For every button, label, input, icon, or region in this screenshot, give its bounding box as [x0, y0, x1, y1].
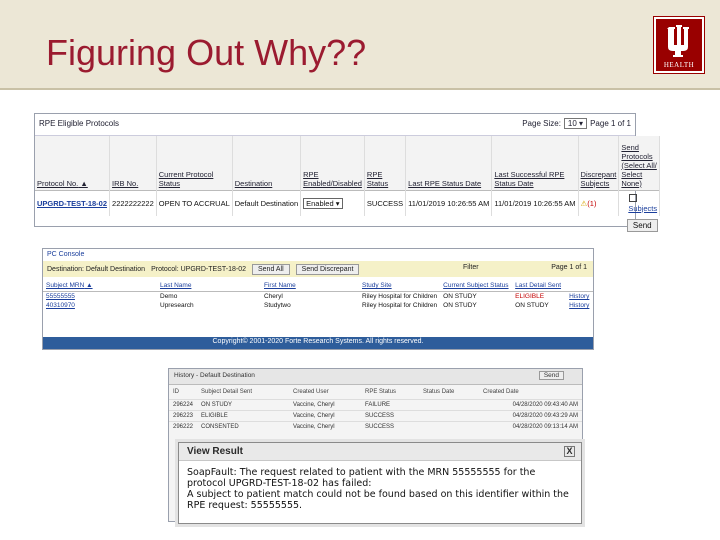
table-row	[43, 292, 593, 302]
panel-header	[169, 369, 582, 385]
protocol-label: Protocol: UPGRD-TEST-18-02	[151, 265, 246, 273]
page-label: Page 1 of 1	[551, 264, 587, 271]
table-row: 296222 CONSENTED Vaccine, Cheryl SUCCESS 04/28/2020 09:13:14 AM	[169, 422, 582, 433]
table-row	[35, 190, 660, 216]
col-history	[566, 280, 593, 292]
status-cell: OPEN TO ACCRUAL	[156, 190, 232, 216]
page-size-label: Page Size:	[522, 119, 561, 128]
dialog-title	[179, 443, 581, 461]
col-rpe-status: RPE Status	[365, 389, 397, 395]
rpe-status-cell: SUCCESS	[364, 190, 405, 216]
history-link[interactable]: History	[569, 302, 590, 309]
last-name-cell: Upresearch	[160, 302, 194, 309]
col-created-user: Created User	[293, 389, 329, 395]
col-created-date: Created Date	[483, 389, 519, 395]
enabled-dropdown[interactable]: Enabled ▾	[303, 198, 342, 209]
last-date-cell: 11/01/2019 10:26:55 AM	[406, 190, 492, 216]
history-link[interactable]: History	[569, 293, 590, 300]
panel-title: History - Default Destination	[174, 372, 255, 379]
slide-header	[0, 0, 720, 90]
view-result-dialog	[178, 442, 582, 524]
table-header-row	[43, 280, 593, 292]
first-name-cell: Cheryl	[264, 293, 283, 300]
col-first-name[interactable]: First Name	[261, 280, 359, 292]
send-button[interactable]: Send	[627, 219, 658, 232]
col-subject-status[interactable]: Current Subject Status	[440, 280, 512, 292]
col-current-status[interactable]: Current Protocol Status	[156, 136, 232, 190]
subjects-table	[43, 280, 593, 310]
protocols-table	[35, 136, 660, 235]
col-id: ID	[173, 389, 179, 395]
col-subject-detail: Subject Detail Sent	[201, 389, 253, 395]
col-rpe-status[interactable]: RPE Status	[364, 136, 405, 190]
table-header-row	[169, 385, 582, 400]
close-icon[interactable]: X	[564, 446, 575, 457]
study-site-cell: Riley Hospital for Children	[362, 302, 438, 309]
filter-label[interactable]: Filter	[463, 264, 479, 271]
logo-text: HEALTH	[663, 61, 695, 69]
error-message-line2: A subject to patient match could not be found based on this identifier within the RPE request: 55555555.	[187, 489, 569, 511]
dialog-body	[179, 461, 581, 517]
mrn-link[interactable]: 40310970	[46, 302, 75, 309]
send-all-button[interactable]: Send All	[252, 264, 290, 275]
subject-status-cell: ON STUDY	[443, 302, 477, 309]
table-row: 296224 ON STUDY Vaccine, Cheryl FAILURE 04/28/2020 09:43:40 AM	[169, 400, 582, 411]
col-send-protocols[interactable]: Send Protocols (Select All/ Select None)	[619, 136, 660, 190]
table-row: 296223 ELIGIBLE Vaccine, Cheryl SUCCESS 04/28/2020 09:43:29 AM	[169, 411, 582, 422]
rpe-eligible-protocols-panel	[34, 113, 658, 230]
panel-header	[35, 114, 635, 136]
last-success-date-cell: 11/01/2019 10:26:55 AM	[492, 190, 578, 216]
panel-title: RPE Eligible Protocols	[39, 119, 120, 128]
iu-health-logo	[654, 17, 704, 73]
table-row	[43, 301, 593, 310]
warning-icon[interactable]: ⚠	[580, 198, 588, 208]
col-discrepant[interactable]: Discrepant Subjects	[578, 136, 619, 190]
subject-status-cell: ON STUDY	[443, 293, 477, 300]
irb-cell: 2222222222	[110, 190, 157, 216]
col-subject-mrn[interactable]: Subject MRN ▲	[43, 280, 157, 292]
console-toolbar	[43, 261, 593, 277]
panel-title: PC Console	[47, 251, 85, 258]
copyright-footer: Copyright© 2001-2020 Forte Research Systems. All rights reserved.	[43, 337, 593, 349]
pc-console-panel	[42, 248, 594, 350]
col-protocol-no[interactable]: Protocol No. ▲	[35, 136, 110, 190]
last-detail-cell: ON STUDY	[515, 302, 549, 309]
history-table	[169, 385, 582, 432]
destination-label: Destination: Default Destination	[47, 265, 146, 273]
destination-cell: Default Destination	[232, 190, 300, 216]
col-rpe-enabled[interactable]: RPE Enabled/Disabled	[301, 136, 365, 190]
table-header-row	[35, 136, 660, 190]
col-last-success-date[interactable]: Last Successful RPE Status Date	[492, 136, 578, 190]
page-label: Page 1 of 1	[590, 119, 631, 128]
send-discrepant-button[interactable]: Send Discrepant	[296, 264, 360, 275]
dialog-title-text: View Result	[187, 446, 243, 457]
last-name-cell: Demo	[160, 293, 178, 300]
error-message-line1: SoapFault: The request related to patient with the MRN 55555555 for the protocol UPGRD-TEST-18-02 has failed:	[187, 467, 536, 489]
first-name-cell: Studytwo	[264, 302, 291, 309]
mrn-link[interactable]: 55555555	[46, 293, 75, 300]
col-last-name[interactable]: Last Name	[157, 280, 261, 292]
last-detail-cell: ELIGIBLE	[515, 293, 545, 300]
page-size-select[interactable]: 10 ▾	[564, 118, 587, 129]
col-irb-no[interactable]: IRB No.	[110, 136, 157, 190]
col-last-status-date[interactable]: Last RPE Status Date	[406, 136, 492, 190]
col-status-date: Status Date	[423, 389, 455, 395]
col-destination[interactable]: Destination	[232, 136, 300, 190]
study-site-cell: Riley Hospital for Children	[362, 293, 438, 300]
trident-icon	[665, 23, 693, 59]
slide-title: Figuring Out Why??	[46, 32, 367, 73]
protocol-link[interactable]: UPGRD-TEST-18-02	[37, 198, 108, 208]
pager	[522, 118, 631, 129]
discrepant-count[interactable]: (1)	[587, 198, 597, 208]
send-button[interactable]: Send	[539, 371, 564, 380]
send-checkbox[interactable]	[629, 194, 637, 202]
col-study-site[interactable]: Study Site	[359, 280, 440, 292]
col-last-detail[interactable]: Last Detail Sent	[512, 280, 566, 292]
subjects-link[interactable]: Subjects	[628, 203, 658, 213]
